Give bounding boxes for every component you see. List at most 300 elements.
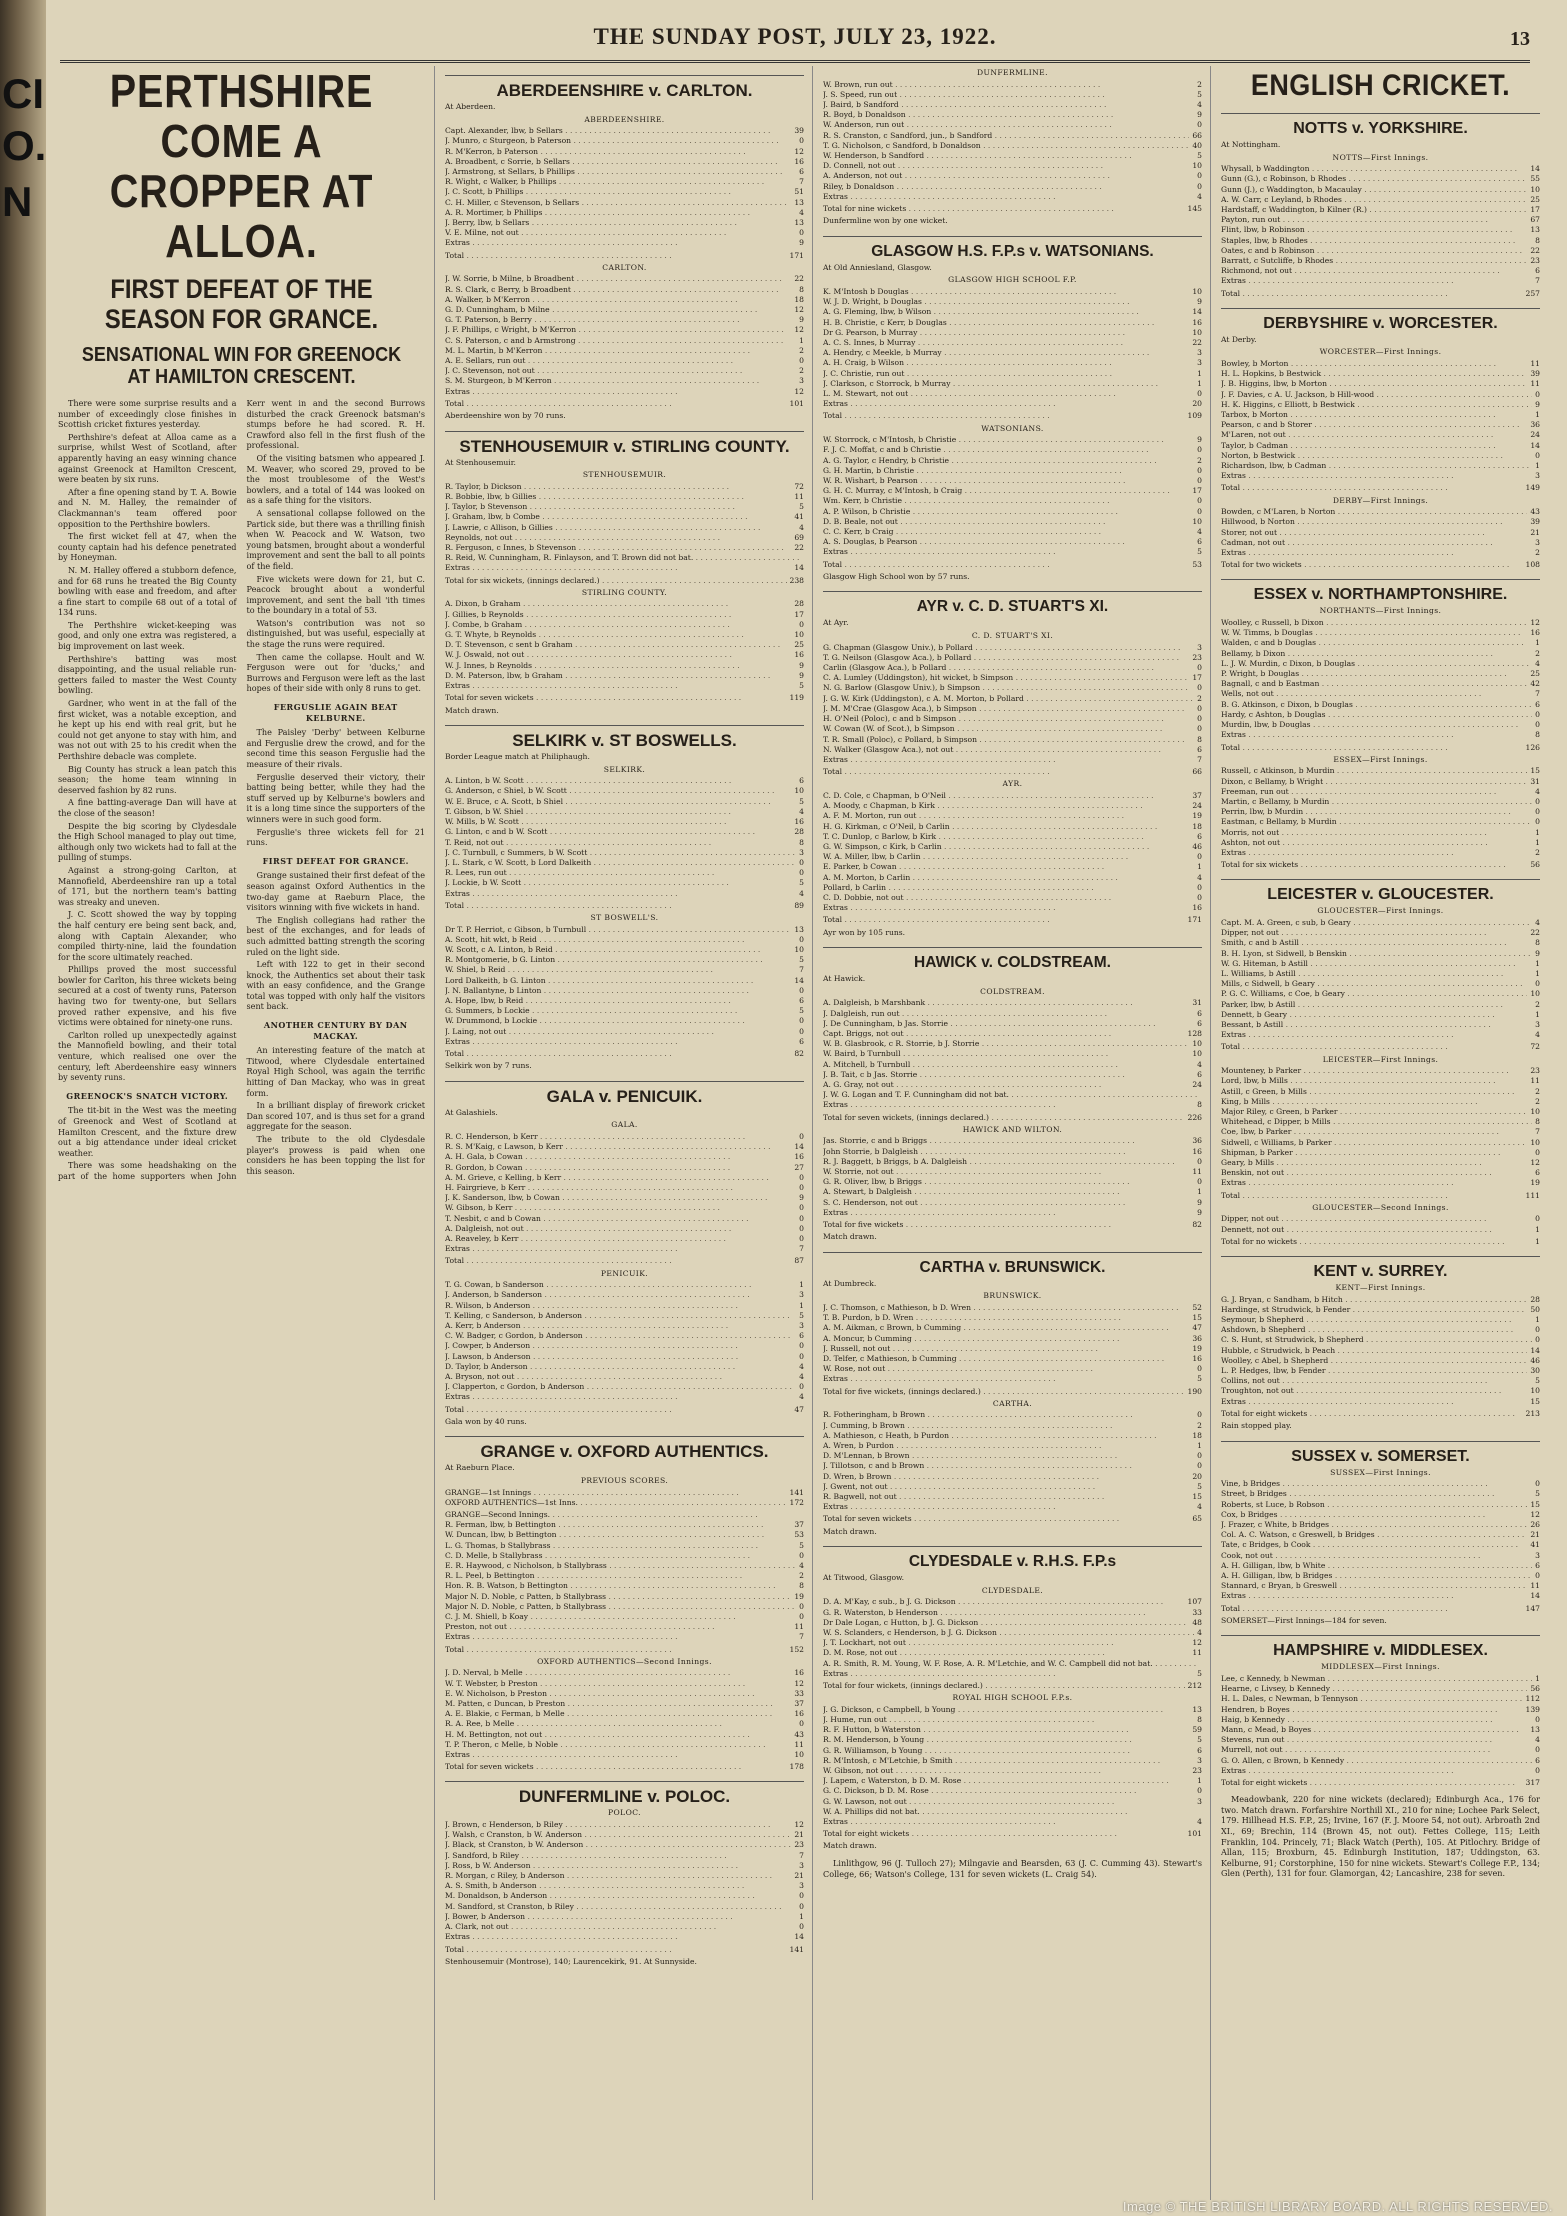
runs-value: 4 (1535, 917, 1540, 927)
batsman-entry: A. H. Craig, b Wilson . . . (823, 358, 1194, 368)
batsman-entry: J. Ross, b W. Anderson . . . (445, 1861, 796, 1871)
score-row (823, 791, 1202, 801)
score-row (1221, 410, 1540, 420)
runs-value: 9 (799, 1193, 804, 1203)
match-card (445, 75, 804, 422)
score-row (445, 868, 804, 878)
score-row (1221, 720, 1540, 730)
runs-value: 7 (799, 177, 804, 187)
match-title: SUSSEX v. SOMERSET. (1221, 1441, 1540, 1466)
runs-value: 39 (1530, 517, 1540, 527)
score-row (1221, 548, 1540, 558)
batsman-entry: A. S. Douglas, b Pearson . . . (823, 537, 1194, 547)
score-row (823, 507, 1202, 517)
batsman-entry: Extras . . . (445, 1632, 796, 1642)
score-row (823, 1618, 1202, 1628)
runs-value: 10 (794, 1750, 804, 1760)
score-row (823, 1029, 1202, 1039)
runs-value: 3 (799, 1881, 804, 1891)
batsman-entry: E. W. Nicholson, b Preston . . . (445, 1689, 791, 1699)
innings-team: STENHOUSEMUIR. (582, 470, 667, 480)
runs-value: 2 (1535, 548, 1540, 558)
score-row (823, 1648, 1202, 1658)
total-label: Total . . . (1221, 743, 1523, 753)
innings-total (1221, 560, 1540, 570)
batsman-entry: Seymour, b Shepherd . . . (1221, 1315, 1532, 1325)
runs-value: 5 (1197, 89, 1202, 99)
score-row (823, 1705, 1202, 1715)
batsman-entry: G. T. Whyte, b Reynolds . . . (445, 630, 791, 640)
batsman-entry: W. Gibson, not out . . . (823, 1766, 1189, 1776)
score-row (1221, 1551, 1540, 1561)
batsman-entry: L. M. Stewart, not out . . . (823, 389, 1194, 399)
runs-value: 0 (799, 1172, 804, 1182)
runs-value: 11 (1192, 1166, 1202, 1176)
runs-value: 0 (1197, 506, 1202, 516)
score-row (445, 945, 804, 955)
score-row (1221, 1087, 1540, 1097)
innings-team: WATSONIANS. (981, 423, 1044, 433)
match-result: Gala won by 40 runs. (445, 1416, 527, 1426)
runs-value: 6 (799, 995, 804, 1005)
score-row (445, 177, 804, 187)
runs-value: 22 (794, 274, 804, 284)
runs-value: 1 (1535, 461, 1540, 471)
scorecards-column-3 (812, 66, 1202, 2200)
score-row (823, 1334, 1202, 1344)
runs-value: 5 (799, 502, 804, 512)
runs-value: 2 (799, 1571, 804, 1581)
batsman-entry: R. M. Henderson, b Young . . . (823, 1735, 1194, 1745)
runs-value: 16 (794, 1668, 804, 1678)
innings-team: NORTHANTS—First Innings. (1319, 606, 1442, 616)
batsman-entry: J. Baird, b Sandford . . . (823, 100, 1194, 110)
batsman-entry: V. E. Milne, not out . . . (445, 228, 796, 238)
batsman-entry: Whitehead, c Dipper, b Mills . . . (1221, 1117, 1532, 1127)
batsman-entry: J. Lapem, c Waterston, b D. M. Rose . . . (823, 1776, 1194, 1786)
total-value: 109 (1187, 411, 1202, 421)
batsman-entry: R. L. Peel, b Bettington . . . (445, 1571, 796, 1581)
runs-value: 5 (799, 1540, 804, 1550)
score-row (1221, 669, 1540, 679)
batsman-entry: C. A. Lumley (Uddingston), hit wicket, b Simpson . . . (823, 673, 1189, 683)
batsman-entry: H. K. Higgins, c Elliott, b Bestwick . . . (1221, 400, 1532, 410)
lead-paragraph: An interesting feature of the match at Titwood, where Clydesdale entertained Royal High School, was again the terrific hitting of Dan Mackay, who was in great form. (246, 1045, 425, 1098)
runs-value: 1 (1535, 1224, 1540, 1234)
score-row (445, 1719, 804, 1729)
runs-value: 1 (1197, 1187, 1202, 1197)
total-value: 1 (1535, 1236, 1540, 1246)
batsman-entry: C. S. Paterson, c and b Armstrong . . . (445, 336, 796, 346)
score-row (1221, 528, 1540, 538)
match-result: Ayr won by 105 runs. (823, 927, 906, 937)
score-row (445, 315, 804, 325)
total-label: Total . . . (1221, 289, 1523, 299)
batsman-entry: Capt. Alexander, lbw, b Sellars . . . (445, 126, 791, 136)
match-card (823, 1546, 1202, 1852)
score-row (823, 1746, 1202, 1756)
score-row (823, 714, 1202, 724)
batsman-entry: A. G. Taylor, c Hendry, b Christie . . . (823, 456, 1194, 466)
match-result: Match drawn. (445, 705, 499, 715)
runs-value: 5 (1197, 1735, 1202, 1745)
runs-value: 3 (1535, 1550, 1540, 1560)
batsman-entry: J. Gwent, not out . . . (823, 1482, 1194, 1492)
score-row (823, 1715, 1202, 1725)
score-row (823, 456, 1202, 466)
score-row (445, 285, 804, 295)
score-row (445, 776, 804, 786)
batsman-entry: Extras . . . (823, 399, 1189, 409)
batsman-entry: J. Laing, not out . . . (445, 1027, 796, 1037)
score-row (1221, 195, 1540, 205)
total-value: 257 (1525, 288, 1540, 298)
batsman-entry: R. Bagwell, not out . . . (823, 1492, 1189, 1502)
total-value: 119 (789, 693, 804, 703)
runs-value: 172 (789, 1497, 804, 1507)
runs-value: 3 (1197, 1796, 1202, 1806)
batsman-entry: R. Gordon, b Cowan . . . (445, 1163, 791, 1173)
runs-value: 10 (1192, 1039, 1202, 1049)
score-row (1221, 236, 1540, 246)
score-row (445, 346, 804, 356)
batsman-entry: A. Bryson, not out . . . (445, 1372, 796, 1382)
score-row (445, 889, 804, 899)
runs-value: 2 (1197, 1420, 1202, 1430)
score-row (1221, 1735, 1540, 1745)
runs-value: 0 (799, 356, 804, 366)
match-card (823, 236, 1202, 583)
score-row (445, 1840, 804, 1850)
runs-value: 9 (1535, 948, 1540, 958)
score-row (823, 1410, 1202, 1420)
score-row (823, 1303, 1202, 1313)
score-row (445, 1820, 804, 1830)
match-card (1221, 1635, 1540, 1788)
score-row (445, 1352, 804, 1362)
batsman-entry: L. P. Hedges, lbw, b Fender . . . (1221, 1366, 1527, 1376)
batsman-entry: J. C. Christie, run out . . . (823, 369, 1194, 379)
runs-value: 0 (1535, 1325, 1540, 1335)
runs-value: 0 (1197, 714, 1202, 724)
batsman-entry: Morris, not out . . . (1221, 828, 1532, 838)
runs-value (1199, 1659, 1202, 1669)
batsman-entry: D. T. Stevenson, c sent b Graham . . . (445, 640, 791, 650)
runs-value: 8 (799, 837, 804, 847)
score-row (1221, 848, 1540, 858)
score-row (823, 801, 1202, 811)
batsman-entry: Stannard, c Bryan, b Greswell . . . (1221, 1581, 1527, 1591)
score-row (1221, 730, 1540, 740)
score-row (823, 883, 1202, 893)
batsman-entry: Extras . . . (445, 238, 796, 248)
total-value: 238 (789, 575, 804, 585)
batsman-entry: C. H. Miller, c Stevenson, b Sellars . . . (445, 198, 791, 208)
total-label: Total . . . (445, 901, 791, 911)
batsman-entry: J. Bower, b Anderson . . . (445, 1912, 796, 1922)
batsman-entry: J. T. Lockhart, not out . . . (823, 1638, 1189, 1648)
innings-team: SUSSEX—First Innings. (1330, 1467, 1431, 1477)
runs-value: 5 (799, 681, 804, 691)
match-card (445, 1081, 804, 1428)
batsman-entry: J. Taylor, b Stevenson . . . (445, 502, 796, 512)
batsman-entry: Oates, c and b Robinson . . . (1221, 246, 1527, 256)
batsman-entry: A. Wren, b Purdon . . . (823, 1441, 1194, 1451)
runs-value: 0 (799, 857, 804, 867)
batsman-entry: R. Ferguson, c Innes, b Stevenson . . . (445, 543, 791, 553)
runs-value: 12 (794, 1820, 804, 1830)
innings-total (823, 1829, 1202, 1839)
runs-value: 7 (1535, 276, 1540, 286)
scorecards-column-2 (434, 66, 804, 2200)
batsman-entry: A. C. S. Innes, b Murray . . . (823, 338, 1189, 348)
score-row (445, 1679, 804, 1689)
runs-value: 7 (1535, 689, 1540, 699)
batsman-entry: Extras . . . (823, 1817, 1194, 1827)
runs-value: 2 (1535, 648, 1540, 658)
score-row (823, 369, 1202, 379)
score-row (1221, 1346, 1540, 1356)
batsman-entry: J. De Cunningham, b Jas. Storrie . . . (823, 1019, 1194, 1029)
score-row (445, 126, 804, 136)
batsman-entry: C. C. Kerr, b Craig . . . (823, 527, 1194, 537)
match-card (1221, 1441, 1540, 1627)
score-row (823, 1451, 1202, 1461)
lead-paragraph: A fine batting-average Dan will have at the close of the season! (58, 797, 237, 818)
match-title: HAWICK v. COLDSTREAM. (823, 947, 1202, 972)
runs-value: 2 (1197, 693, 1202, 703)
innings-total (823, 204, 1202, 214)
score-row (823, 1187, 1202, 1197)
score-row (1221, 1581, 1540, 1591)
score-row (823, 832, 1202, 842)
runs-value: 3 (1197, 642, 1202, 652)
batsman-entry: G. C. Dickson, b D. M. Rose . . . (823, 1786, 1194, 1796)
total-value (801, 1510, 804, 1520)
innings-total (445, 1510, 804, 1520)
match-result: Dunfermline won by one wicket. (823, 216, 948, 226)
runs-value: 4 (1197, 1059, 1202, 1069)
total-label: GRANGE—Second Innings. . . . (445, 1510, 801, 1520)
match-venue: At Ayr. (823, 618, 849, 628)
runs-value: 12 (1530, 1157, 1540, 1167)
match-title: CLYDESDALE v. R.H.S. F.P.s (823, 1546, 1202, 1571)
batsman-entry: A. Anderson, not out . . . (823, 171, 1194, 181)
runs-value: 0 (1535, 817, 1540, 827)
score-row (445, 1193, 804, 1203)
match-venue: At Derby. (1221, 334, 1257, 344)
runs-value: 17 (1192, 673, 1202, 683)
score-row (445, 848, 804, 858)
total-value: 87 (794, 1256, 804, 1266)
batsman-entry: W. R. Wishart, b Pearson . . . (823, 476, 1194, 486)
score-row (445, 817, 804, 827)
score-row (1221, 538, 1540, 548)
runs-value: 6 (1535, 699, 1540, 709)
batsman-entry: J. Graham, lbw, b Combe . . . (445, 512, 791, 522)
runs-value: 6 (1197, 1008, 1202, 1018)
score-row (445, 1632, 804, 1642)
batsman-entry: J. B. Tait, c b Jas. Storrie . . . (823, 1070, 1194, 1080)
batsman-entry: Taylor, b Cadman . . . (1221, 441, 1527, 451)
score-row (445, 1321, 804, 1331)
batsman-entry: Flint, lbw, b Robinson . . . (1221, 225, 1527, 235)
score-row (823, 724, 1202, 734)
runs-value: 0 (1197, 181, 1202, 191)
score-row (445, 533, 804, 543)
runs-value: 15 (1192, 1313, 1202, 1323)
batsman-entry: J. Gillies, b Reynolds . . . (445, 610, 791, 620)
batsman-entry: D. B. Beale, not out . . . (823, 517, 1189, 527)
score-row (445, 157, 804, 167)
runs-value: 21 (794, 1830, 804, 1840)
total-label: Total for six wickets, (innings declared.) . . . (445, 576, 787, 586)
runs-value: 4 (799, 1372, 804, 1381)
score-row (1221, 1020, 1540, 1030)
batsman-entry: M. Sandford, st Cranston, b Riley . . . (445, 1902, 796, 1912)
score-row (823, 755, 1202, 765)
batsman-entry: Hillwood, b Norton . . . (1221, 517, 1527, 527)
batsman-entry: Extras . . . (1221, 1178, 1527, 1188)
english-cricket-title: ENGLISH CRICKET. (1250, 69, 1511, 102)
innings-team: MIDDLESEX—First Innings. (1321, 1662, 1440, 1672)
score-row (823, 100, 1202, 110)
batsman-entry: A. W. Carr, c Leyland, b Rhodes . . . (1221, 195, 1527, 205)
runs-value: 13 (1530, 225, 1540, 235)
batsman-entry: R. Lees, run out . . . (445, 868, 796, 878)
score-row (445, 1699, 804, 1709)
batsman-entry: A. Moncur, b Cumming . . . (823, 1334, 1189, 1344)
batsman-entry: Gunn (G.), c Robinson, b Rhodes . . . (1221, 174, 1527, 184)
runs-value: 0 (799, 1026, 804, 1036)
batsman-entry: J. Lawson, b Anderson . . . (445, 1352, 796, 1362)
total-value: 212 (1187, 1681, 1202, 1691)
batsman-entry: W. A. Phillips did not bat. . . . (823, 1807, 1199, 1817)
runs-value: 24 (1192, 801, 1202, 811)
total-label: Total for seven wickets . . . (823, 1514, 1189, 1524)
runs-value: 3 (1535, 1019, 1540, 1029)
score-row (1221, 1376, 1540, 1386)
score-row (823, 307, 1202, 317)
total-label: Total . . . (1221, 1604, 1523, 1614)
score-row (445, 965, 804, 975)
score-row (823, 476, 1202, 486)
score-row (1221, 1479, 1540, 1489)
score-row (445, 1551, 804, 1561)
batsman-entry: Stevens, run out . . . (1221, 1735, 1532, 1745)
runs-value: 0 (799, 1131, 804, 1141)
runs-value: 9 (1197, 1207, 1202, 1217)
runs-value: 0 (1535, 389, 1540, 399)
runs-value: 12 (794, 146, 804, 156)
runs-value: 9 (799, 238, 804, 248)
batsman-entry: Extras . . . (1221, 848, 1532, 858)
innings-total (445, 399, 804, 409)
score-row (445, 136, 804, 146)
score-row (445, 198, 804, 208)
runs-value: 6 (1197, 831, 1202, 841)
runs-value: 17 (1530, 205, 1540, 214)
score-row (445, 650, 804, 660)
batsman-entry: Whysall, b Waddington . . . (1221, 164, 1527, 174)
score-row (445, 661, 804, 671)
score-row (823, 1807, 1202, 1817)
total-label: Total for five wickets . . . (823, 1220, 1189, 1230)
lead-paragraph: Big County has struck a lean patch this season; the home team winning in deserved fashion by 82 runs. (58, 763, 237, 795)
score-row (445, 640, 804, 650)
innings-team: AYR. (1002, 779, 1023, 789)
batsman-entry: Hendren, b Boyes . . . (1221, 1705, 1523, 1715)
runs-value: 22 (1530, 928, 1540, 938)
batsman-entry: J. Tillotson, c and b Brown . . . (823, 1461, 1194, 1471)
batsman-entry: J. Anderson, b Sanderson . . . (445, 1290, 796, 1300)
match-result: SOMERSET—First Innings—184 for seven. (1221, 1615, 1387, 1625)
runs-value: 5 (1535, 1376, 1540, 1386)
runs-value: 0 (1197, 445, 1202, 455)
score-row (1221, 471, 1540, 481)
innings-total (823, 915, 1202, 925)
batsman-entry: J. B. Higgins, lbw, b Morton . . . (1221, 379, 1527, 389)
match-result: Match drawn. (823, 1841, 877, 1851)
runs-value: 14 (1530, 1345, 1540, 1355)
runs-value: 0 (799, 1612, 804, 1622)
score-row (445, 1132, 804, 1142)
score-row (823, 842, 1202, 852)
runs-value: 5 (799, 1310, 804, 1320)
batsman-entry: G. Linton, c and b W. Scott . . . (445, 827, 791, 837)
score-row (823, 893, 1202, 903)
runs-value: 0 (1535, 1335, 1540, 1345)
score-row (1221, 1178, 1540, 1188)
runs-value: 0 (1197, 683, 1202, 693)
total-label: Total . . . (445, 251, 787, 261)
runs-value: 12 (1192, 1638, 1202, 1648)
runs-value: 1 (1535, 968, 1540, 978)
score-row (445, 1612, 804, 1622)
score-row (1221, 928, 1540, 938)
batsman-entry: T. R. Small (Poloc), c Pollard, b Simpson . . . (823, 735, 1194, 745)
score-row (1221, 256, 1540, 266)
score-row (823, 358, 1202, 368)
score-row (445, 1341, 804, 1351)
total-value: 141 (789, 1944, 804, 1954)
score-row (823, 1472, 1202, 1482)
runs-value: 0 (799, 1901, 804, 1911)
match-title: KENT v. SURREY. (1221, 1256, 1540, 1281)
runs-value: 53 (794, 1530, 804, 1540)
batsman-entry: Extras . . . (1221, 548, 1532, 558)
runs-value: 7 (1197, 754, 1202, 764)
score-row (445, 1016, 804, 1026)
runs-value: 41 (794, 512, 804, 522)
batsman-entry: R. Reid, W. Cunningham, R. Finlayson, and T. Brown did not bat. . . . (445, 553, 801, 563)
batsman-entry: Dipper, not out . . . (1221, 928, 1527, 938)
score-row (823, 903, 1202, 913)
score-row (823, 1344, 1202, 1354)
batsman-entry: J. Combe, b Graham . . . (445, 620, 796, 630)
headline-tertiary: SENSATIONAL WIN FOR GREENOCK AT HAMILTON CRESCENT. (81, 344, 402, 388)
match-card (1221, 579, 1540, 870)
batsman-entry: P. Wright, b Douglas . . . (1221, 669, 1527, 679)
batsman-entry: C. W. Badger, c Gordon, b Anderson . . . (445, 1331, 796, 1341)
batsman-entry: Barratt, c Sutcliffe, b Rhodes . . . (1221, 256, 1527, 266)
score-row (1221, 949, 1540, 959)
innings-total (1221, 1191, 1540, 1201)
match-venue: At Stenhousemuir. (445, 457, 516, 467)
match-card (445, 431, 804, 716)
batsman-entry: B. G. Atkinson, c Dixon, b Douglas . . . (1221, 700, 1532, 710)
batsman-entry: Extras . . . (445, 387, 791, 397)
